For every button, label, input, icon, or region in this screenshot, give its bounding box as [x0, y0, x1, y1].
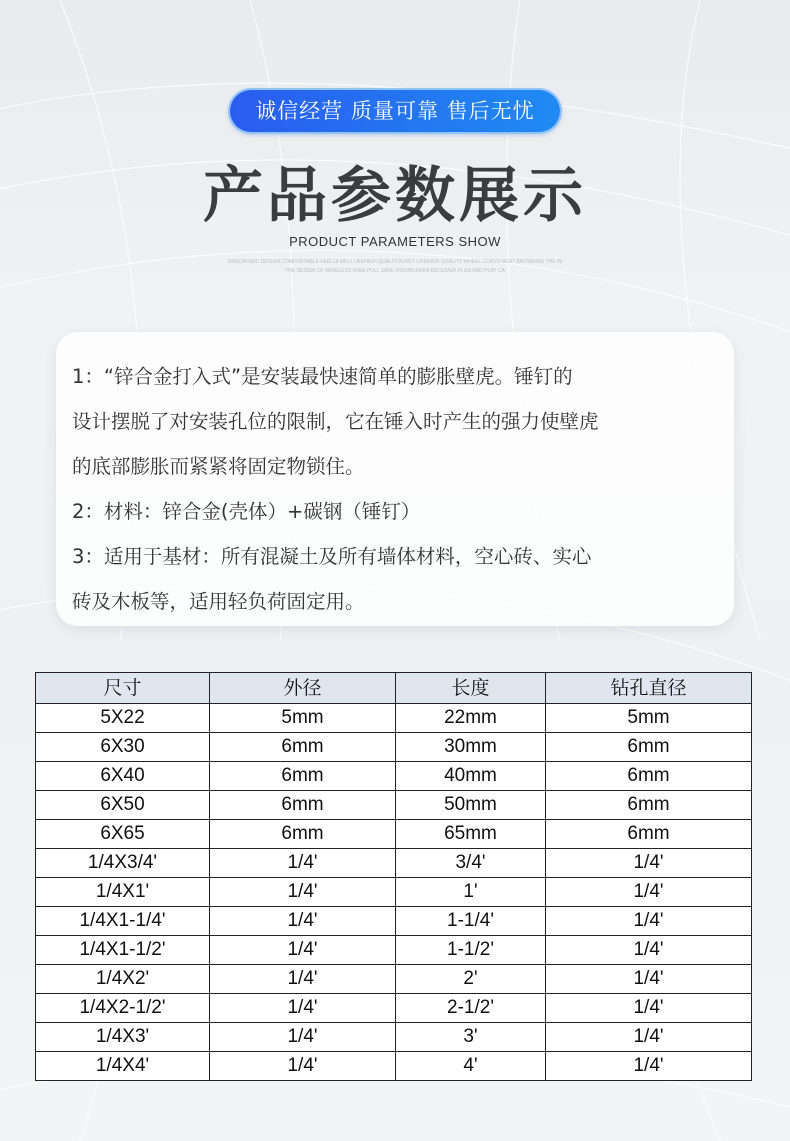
table-cell: 22mm [396, 704, 546, 733]
table-cell: 6mm [546, 820, 752, 849]
table-cell: 1-1/2' [396, 936, 546, 965]
table-cell: 4' [396, 1052, 546, 1081]
table-row [36, 762, 752, 791]
parameters-table-container [35, 672, 751, 1081]
table-cell: 5mm [210, 704, 396, 733]
table-header-row [36, 673, 752, 704]
table-row [36, 965, 752, 994]
table-cell: 1/4X1-1/2' [36, 936, 210, 965]
table-cell: 1' [396, 878, 546, 907]
table-cell: 30mm [396, 733, 546, 762]
table-cell: 6mm [210, 762, 396, 791]
table-cell: 1/4' [210, 1023, 396, 1052]
header-length: 长度 [396, 673, 546, 704]
table-cell: 1/4' [546, 1052, 752, 1081]
table-row [36, 704, 752, 733]
description-text [72, 354, 722, 624]
table-cell: 1/4' [210, 849, 396, 878]
table-cell: 1/4X2' [36, 965, 210, 994]
table-cell: 5mm [546, 704, 752, 733]
table-cell: 5X22 [36, 704, 210, 733]
page-subtitle: PRODUCT PARAMETERS SHOW [289, 234, 501, 249]
decorative-text-line-2: THE DESIGN OF WIRELESS WIRE PULL SAVE TROUBLEMINI RECEIVER PLUG AND PLAY CA [285, 268, 505, 274]
table-cell: 1/4X1' [36, 878, 210, 907]
table-row [36, 1052, 752, 1081]
table-row [36, 791, 752, 820]
table-cell: 1/4X3' [36, 1023, 210, 1052]
table-cell: 6X30 [36, 733, 210, 762]
table-cell: 50mm [396, 791, 546, 820]
table-cell: 1/4X3/4' [36, 849, 210, 878]
table-body [36, 704, 752, 1081]
table-cell: 1/4' [546, 907, 752, 936]
table-row [36, 849, 752, 878]
parameters-table [35, 672, 752, 1081]
table-cell: 1-1/4' [396, 907, 546, 936]
header-drill-diameter: 钻孔直径 [546, 673, 752, 704]
slogan-badge: 诚信经营 质量可靠 售后无忧 [230, 90, 560, 132]
table-cell: 1/4' [546, 994, 752, 1023]
table-cell: 1/4' [546, 849, 752, 878]
table-cell: 6mm [210, 791, 396, 820]
table-cell: 1/4' [210, 1052, 396, 1081]
table-cell: 1/4' [546, 1023, 752, 1052]
table-cell: 1/4X2-1/2' [36, 994, 210, 1023]
table-row [36, 1023, 752, 1052]
table-cell: 6X50 [36, 791, 210, 820]
description-line: 2：材料：锌合金(壳体）+碳钢（锤钉） [72, 500, 421, 523]
description-line: 3：适用于基材：所有混凝土及所有墙体材料，空心砖、实心 [72, 545, 592, 568]
table-row [36, 733, 752, 762]
table-cell: 1/4' [210, 965, 396, 994]
table-row [36, 878, 752, 907]
table-cell: 40mm [396, 762, 546, 791]
description-line: 1：“锌合金打入式”是安装最快速简单的膨胀壁虎。锤钉的 [72, 365, 573, 388]
table-cell: 1/4' [546, 965, 752, 994]
table-cell: 1/4X4' [36, 1052, 210, 1081]
table-cell: 6mm [210, 733, 396, 762]
description-line: 的底部膨胀而紧紧将固定物锁住。 [72, 455, 365, 478]
table-cell: 2-1/2' [396, 994, 546, 1023]
description-line: 设计摆脱了对安装孔位的限制，它在锤入时产生的强力使壁虎 [72, 410, 599, 433]
table-cell: 1/4' [210, 907, 396, 936]
table-cell: 6mm [546, 733, 752, 762]
table-cell: 6X40 [36, 762, 210, 791]
header-size: 尺寸 [36, 673, 210, 704]
table-cell: 1/4' [210, 878, 396, 907]
table-row [36, 907, 752, 936]
page-title: 产品参数展示 [203, 161, 587, 231]
table-cell: 65mm [396, 820, 546, 849]
table-cell: 1/4X1-1/4' [36, 907, 210, 936]
table-cell: 3/4' [396, 849, 546, 878]
table-cell: 6mm [546, 762, 752, 791]
table-cell: 6mm [546, 791, 752, 820]
table-cell: 3' [396, 1023, 546, 1052]
table-cell: 1/4' [210, 936, 396, 965]
table-cell: 1/4' [546, 878, 752, 907]
table-cell: 1/4' [546, 936, 752, 965]
description-line: 砖及木板等，适用轻负荷固定用。 [72, 590, 365, 613]
table-row [36, 994, 752, 1023]
header-outer-diameter: 外径 [210, 673, 396, 704]
decorative-text-line-1: ERGONOMIC DESIGN COMFORTABLE FEEL18 MILLI LIFEHIGH QUALITON KEY LIFEHIGH QUALITY WHEEL CONVENIENT BROWSING THE IN [228, 259, 562, 265]
table-cell: 1/4' [210, 994, 396, 1023]
table-cell: 6X65 [36, 820, 210, 849]
table-cell: 2' [396, 965, 546, 994]
table-row [36, 820, 752, 849]
table-cell: 6mm [210, 820, 396, 849]
table-row [36, 936, 752, 965]
